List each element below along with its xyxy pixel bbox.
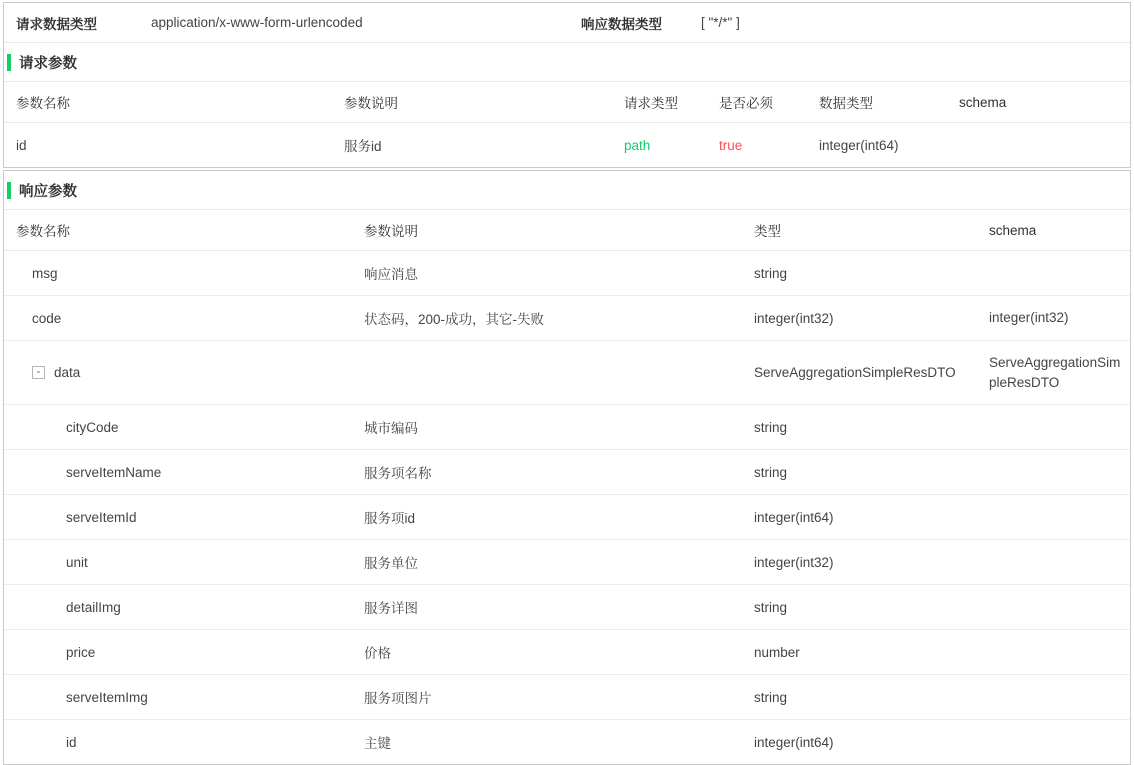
cell-param-schema [959,123,1130,168]
cell-param-desc: 服务项名称 [364,450,754,495]
table-row [4,495,1130,540]
cell-param-schema [989,450,1130,495]
cell-param-name: unit [4,540,364,585]
cell-param-desc: 服务单位 [364,540,754,585]
col-param-name: 参数名称 [4,210,364,251]
table-row [4,405,1130,450]
cell-param-desc [364,341,754,405]
cell-param-desc: 响应消息 [364,251,754,296]
cell-param-schema [989,495,1130,540]
cell-param-type: string [754,585,989,630]
col-param-required: 是否必须 [719,82,819,123]
cell-param-schema [989,720,1130,765]
cell-param-desc: 主键 [364,736,391,752]
cell-param-type: integer(int64) [754,495,989,540]
col-param-name: 参数名称 [4,82,344,123]
col-param-desc: 参数说明 [344,82,624,123]
cell-param-type: integer(int64) [819,137,899,153]
response-params-table [4,209,1130,764]
param-name-text: data [54,365,81,381]
cell-param-type: integer(int32) [754,540,989,585]
cell-param-desc: 服务id [344,139,382,154]
table-row [4,450,1130,495]
request-params-title [4,43,1130,81]
cell-param-schema [989,405,1130,450]
cell-param-desc: 城市编码 [364,405,754,450]
cell-param-schema: ServeAggregationSimpleResDTO [989,341,1130,405]
cell-param-type: ServeAggregationSimpleResDTO [754,341,989,405]
request-params-table [4,81,1130,167]
table-row [4,123,1130,168]
collapse-toggle-icon[interactable]: - [32,366,45,379]
cell-param-name [4,341,364,405]
cell-param-desc: 服务详图 [364,585,754,630]
cell-param-desc: 状态码，200-成功，其它-失败 [364,296,754,341]
request-data-type-value: application/x-www-form-urlencoded [151,15,363,30]
response-params-title-text: 响应参数 [19,183,77,200]
response-data-type-value: [ "*/*" ] [701,15,740,30]
table-row [4,341,1130,405]
cell-param-schema [989,675,1130,720]
table-header-row [4,82,1130,123]
request-data-type-label: 请求数据类型 [16,16,97,32]
cell-param-name: detailImg [4,585,364,630]
cell-param-required: true [719,137,743,153]
cell-param-type: string [754,675,989,720]
cell-param-desc: 价格 [364,630,754,675]
cell-param-name: cityCode [4,405,364,450]
cell-param-schema [989,630,1130,675]
cell-param-type: string [754,251,989,296]
col-param-schema: schema [989,210,1130,251]
col-param-in: 请求类型 [624,82,719,123]
cell-param-name: id [16,137,27,153]
cell-param-name: serveItemId [4,495,364,540]
cell-param-name: msg [4,251,364,296]
request-params-title-text: 请求参数 [19,55,77,72]
table-row [4,630,1130,675]
cell-param-name: serveItemName [4,450,364,495]
cell-param-name: id [66,734,77,750]
response-params-title [4,171,1130,209]
cell-param-name: price [4,630,364,675]
cell-param-name: code [4,296,364,341]
cell-param-type: integer(int64) [754,734,834,750]
request-panel [3,2,1131,168]
table-header-row [4,210,1130,251]
cell-param-type: number [754,630,989,675]
col-param-type: 数据类型 [819,82,959,123]
response-rows [4,251,1130,765]
response-data-type-label: 响应数据类型 [581,16,662,32]
section-accent-bar [7,182,11,199]
cell-param-type: string [754,405,989,450]
cell-param-name: serveItemImg [4,675,364,720]
cell-param-schema [989,251,1130,296]
col-param-type: 类型 [754,210,989,251]
table-row [4,585,1130,630]
cell-param-desc: 服务项图片 [364,675,754,720]
content-type-row [4,3,1130,43]
table-row [4,251,1130,296]
table-row [4,720,1130,765]
cell-param-type: string [754,450,989,495]
cell-param-type: integer(int32) [754,296,989,341]
section-accent-bar [7,54,11,71]
cell-param-schema [989,585,1130,630]
cell-param-schema [989,540,1130,585]
col-param-desc: 参数说明 [364,210,754,251]
table-row [4,675,1130,720]
response-panel [3,170,1131,765]
table-row [4,296,1130,341]
table-row [4,540,1130,585]
cell-param-schema: integer(int32) [989,296,1130,341]
cell-param-in: path [624,137,651,153]
cell-param-desc: 服务项id [364,495,754,540]
col-param-schema: schema [959,82,1130,123]
